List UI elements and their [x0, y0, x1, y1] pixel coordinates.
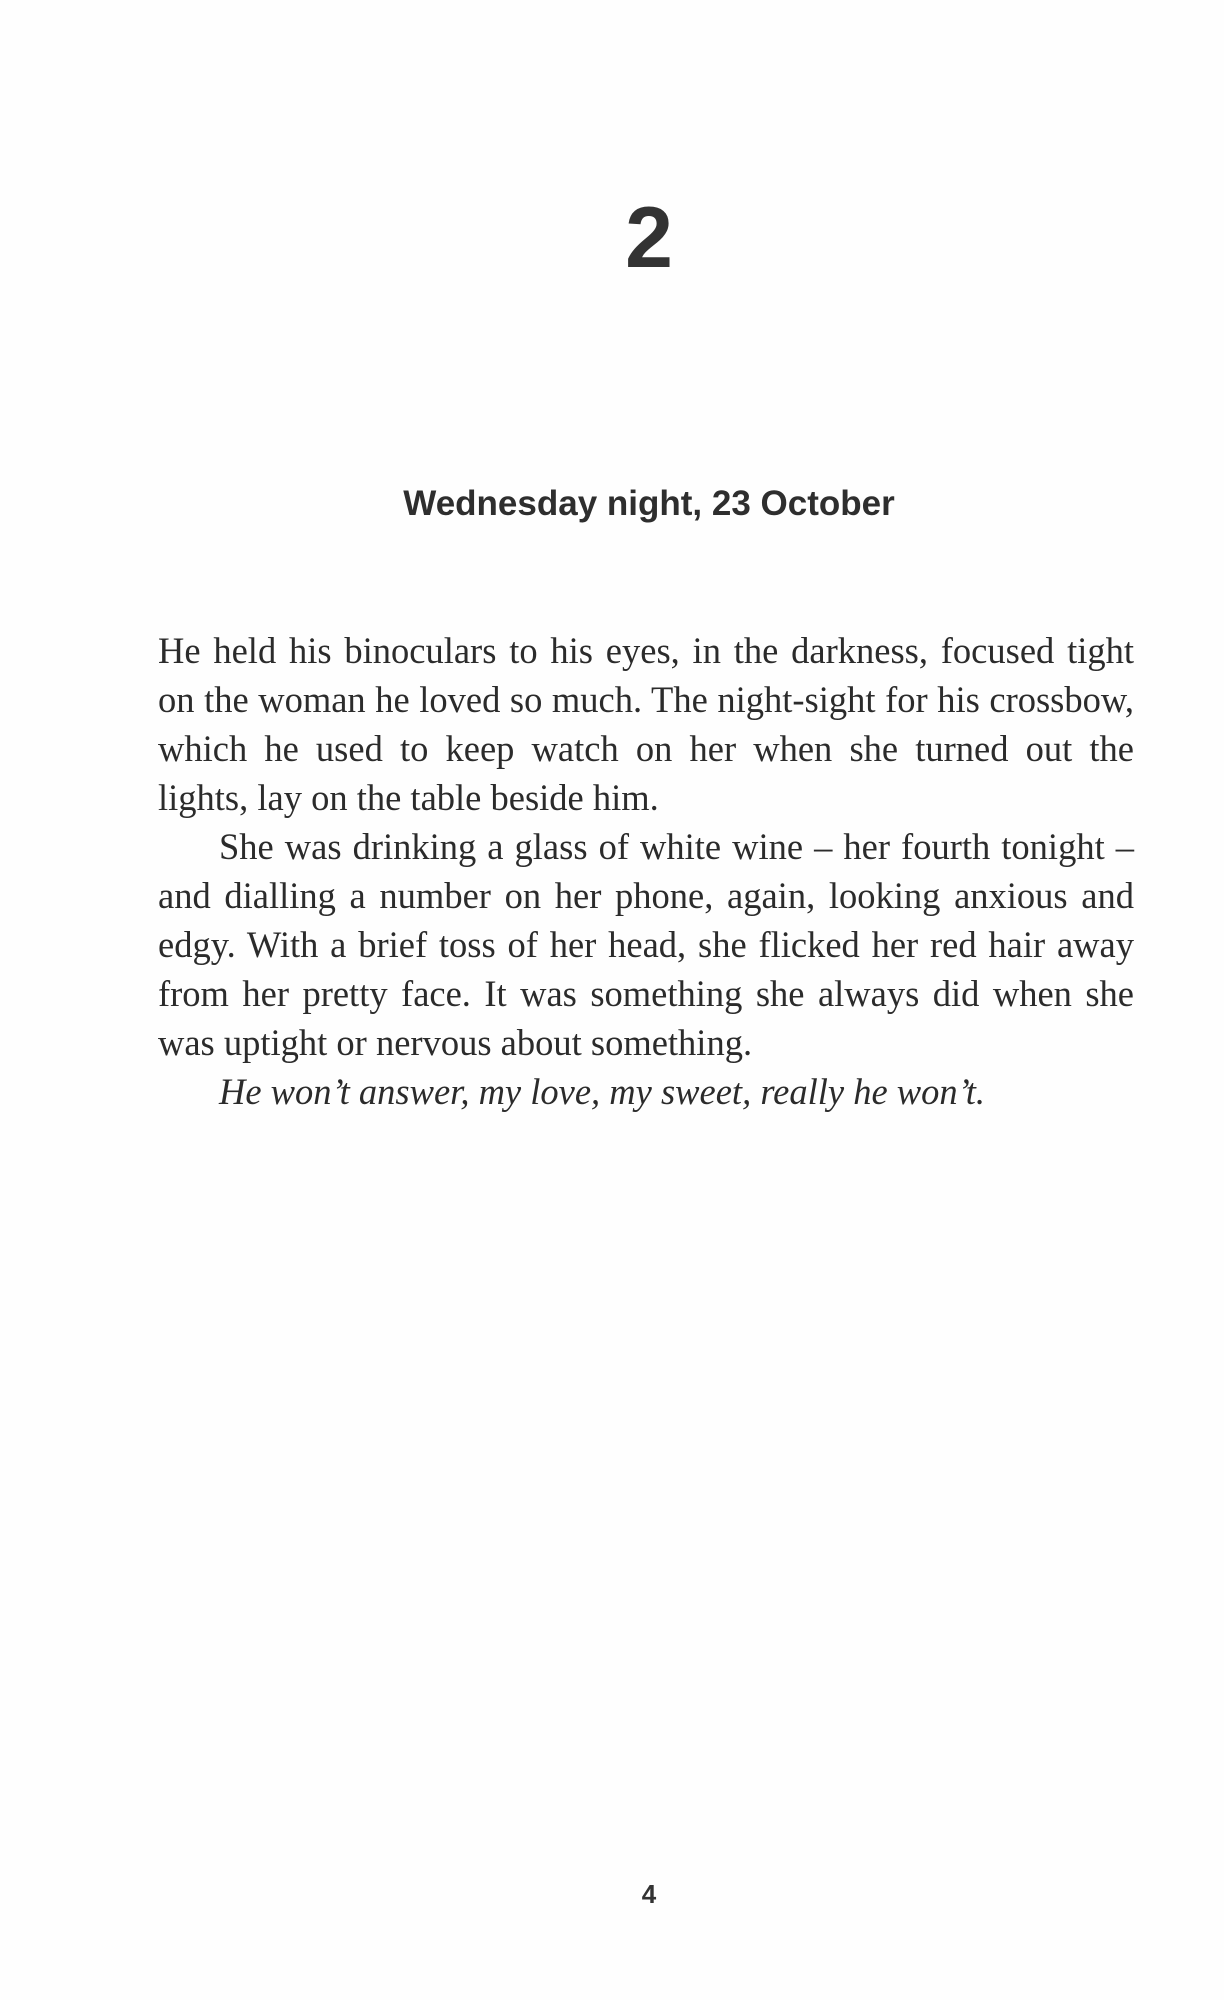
chapter-body: [158, 626, 1134, 1116]
page-number: 4: [641, 1879, 657, 1909]
paragraph-3-italic-thought: He won’t answer, my love, my sweet, really he won’t.: [219, 1071, 986, 1112]
chapter-number: 2: [625, 190, 673, 286]
chapter-heading: Wednesday night, 23 October: [403, 484, 895, 523]
paragraph-2: She was drinking a glass of white wine – her fourth tonight – and dialling a number on her phone, again, looking anxious and edgy. With a brief toss of her head, she flicked her red hair away from her pretty face. It was something she always did when she was uptight or nervous about something.: [158, 826, 1134, 1063]
paragraph-1: He held his binoculars to his eyes, in the darkness, focused tight on the woman he loved so much. The night-sight for his crossbow, which he used to keep watch on her when she turned out the lights, lay on the table beside him.: [158, 630, 1134, 818]
